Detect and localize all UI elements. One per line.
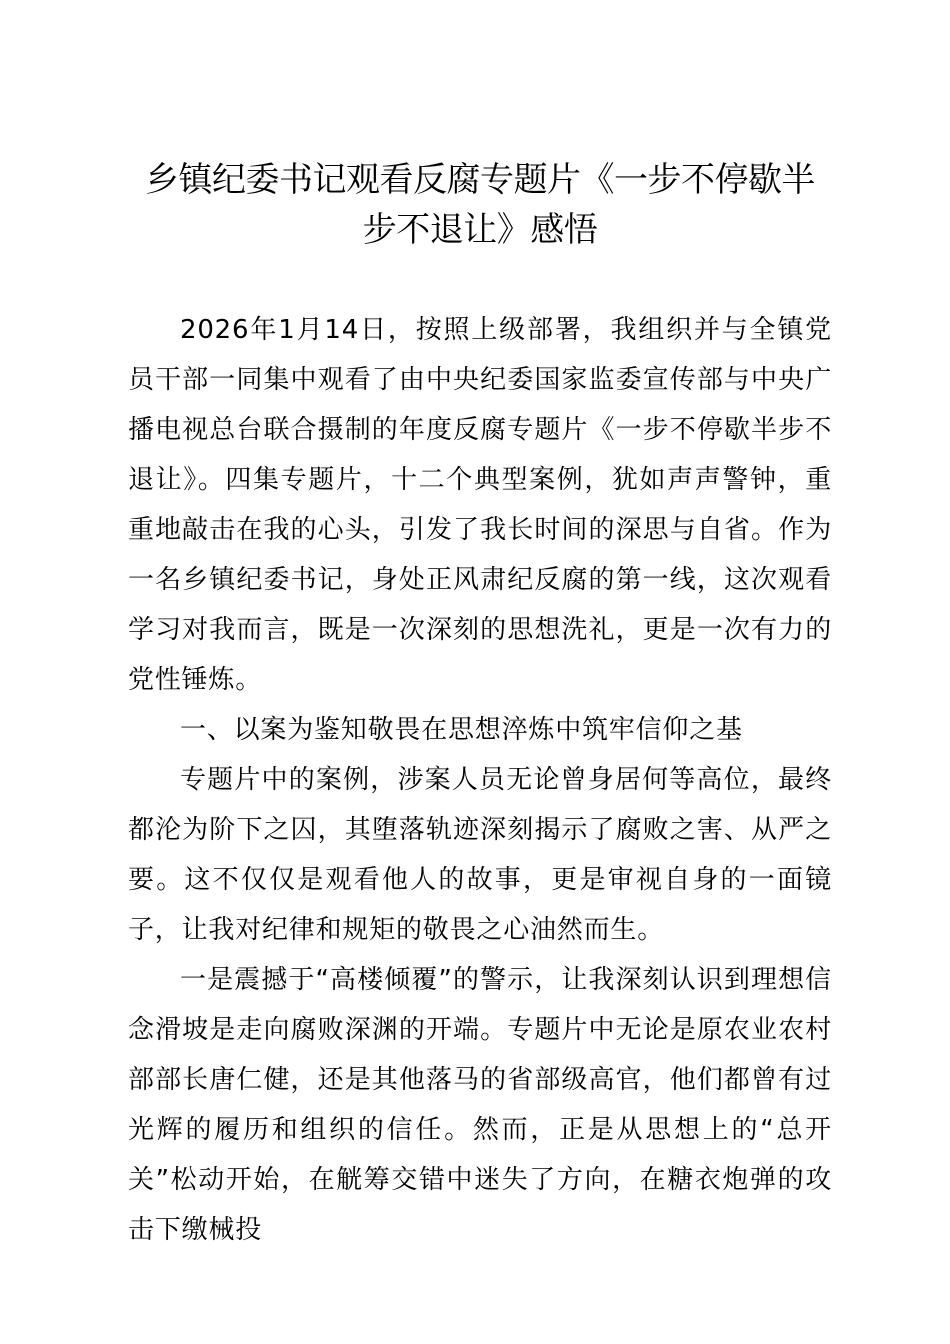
paragraph-intro: 2026年1月14日，按照上级部署，我组织并与全镇党员干部一同集中观看了由中央纪委国家监委宣传部与中央广播电视总台联合摄制的年度反腐专题片《一步不停歇半步不退让》。四集专题片，十二个典型案例，犹如声声警钟，重重地敲击在我的心头，引发了我长时间的深思与自省。作为一名乡镇纪委书记，身处正风肃纪反腐的第一线，这次观看学习对我而言，既是一次深刻的思想洗礼，更是一次有力的党性锤炼。: [128, 315, 832, 695]
paragraph-point-1: 一是震撼于“高楼倾覆”的警示，让我深刻认识到理想信念滑坡是走向腐败深渊的开端。专题片中无论是原农业农村部部长唐仁健，还是其他落马的省部级高官，他们都曾有过光辉的履历和组织的信任。然而，正是从思想上的“总开关”松动开始，在觥筹交错中迷失了方向，在糖衣炮弹的攻击下缴械投: [128, 965, 832, 1245]
document-title: [128, 155, 832, 255]
paragraph-section-1-intro: 专题片中的案例，涉案人员无论曾身居何等高位，最终都沦为阶下之囚，其堕落轨迹深刻揭示了腐败之害、从严之要。这不仅仅是观看他人的故事，更是审视自身的一面镜子，让我对纪律和规矩的敬畏之心油然而生。: [128, 765, 832, 945]
title-line-1: 乡镇纪委书记观看反腐专题片《一步不停歇半: [145, 160, 815, 200]
title-line-2: 步不退让》感悟: [362, 210, 598, 250]
document-body: [128, 305, 832, 1255]
section-heading-1: 一、以案为鉴知敬畏在思想淬炼中筑牢信仰之基: [180, 715, 743, 745]
